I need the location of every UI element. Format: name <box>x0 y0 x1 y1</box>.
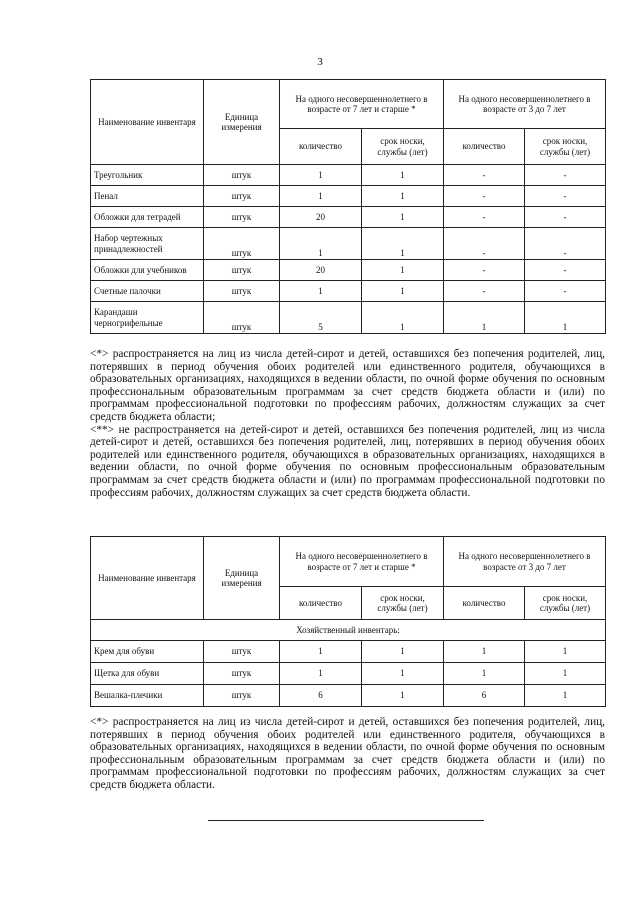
header-group-younger: На одного несовершеннолетнего в возрасте от 3 до 7 лет <box>444 80 606 129</box>
header-term-older: срок носки, службы (лет) <box>362 587 444 620</box>
header-term-younger: срок носки, службы (лет) <box>525 587 606 620</box>
cell-term-younger: 1 <box>525 641 606 663</box>
cell-qty-younger: 6 <box>444 685 525 707</box>
table-row <box>91 165 606 186</box>
cell-qty-older: 6 <box>280 685 362 707</box>
cell-term-older: 1 <box>362 302 444 334</box>
cell-qty-younger: - <box>444 281 525 302</box>
closing-rule <box>208 820 484 821</box>
cell-qty-younger: - <box>444 186 525 207</box>
cell-term-older: 1 <box>362 260 444 281</box>
cell-term-older: 1 <box>362 207 444 228</box>
cell-term-younger: - <box>525 228 606 260</box>
cell-qty-older: 5 <box>280 302 362 334</box>
footnote-double-asterisk: <**> не распространяется на детей-сирот и детей, оставшихся без попечения родителей, лиц из числа детей-сирот и детей, оставшихся без попечения родителей, лиц, потерявших в период обучения обоих родителей или единственного родителя, обучающихся в образовательных организациях, находящихся в ведении области, по очной форме обучения по основным профессиональным образовательным программам за счет средств бюджета области и (или) по программам профессиональной подготовки по профессиям рабочих, должностям служащих за счет средств бюджета области. <box>90 423 605 499</box>
cell-unit: штук <box>204 281 280 302</box>
cell-qty-younger: 1 <box>444 663 525 685</box>
footnotes-1 <box>90 348 605 499</box>
header-qty-older: количество <box>280 129 362 165</box>
cell-qty-younger: - <box>444 228 525 260</box>
cell-unit: штук <box>204 260 280 281</box>
cell-term-younger: 1 <box>525 302 606 334</box>
table-row <box>91 685 606 707</box>
table-row <box>91 281 606 302</box>
header-term-younger: срок носки, службы (лет) <box>525 129 606 165</box>
cell-qty-younger: 1 <box>444 641 525 663</box>
cell-name: Счетные палочки <box>91 281 204 302</box>
inventory-table-2 <box>90 536 606 707</box>
table-row <box>91 228 606 260</box>
cell-name: Вешалка-плечики <box>91 685 204 707</box>
cell-unit: штук <box>204 641 280 663</box>
cell-qty-older: 20 <box>280 207 362 228</box>
inventory-table-1 <box>90 79 606 334</box>
header-unit: Единица измерения <box>204 537 280 620</box>
cell-unit: штук <box>204 685 280 707</box>
cell-term-older: 1 <box>362 685 444 707</box>
cell-unit: штук <box>204 186 280 207</box>
cell-qty-older: 20 <box>280 260 362 281</box>
cell-qty-older: 1 <box>280 663 362 685</box>
footnotes-2 <box>90 716 605 792</box>
cell-term-older: 1 <box>362 228 444 260</box>
page-number: 3 <box>317 56 323 68</box>
header-qty-younger: количество <box>444 129 525 165</box>
cell-qty-younger: - <box>444 260 525 281</box>
footnote-single-asterisk: <*> распространяется на лиц из числа детей-сирот и детей, оставшихся без попечения родителей, лиц, потерявших в период обучения обоих родителей или единственного родителя, обучающихся в образовательных организациях, находящихся в ведении области, по очной форме обучения по основным профессиональным образовательным программам за счет средств бюджета области и (или) по программам профессиональной подготовки по профессиям рабочих, должностям служащих за счет средств бюджета области. <box>90 716 605 791</box>
table-row <box>91 663 606 685</box>
cell-term-younger: 1 <box>525 663 606 685</box>
header-name: Наименование инвентаря <box>91 537 204 620</box>
cell-term-younger: - <box>525 281 606 302</box>
cell-qty-younger: - <box>444 165 525 186</box>
cell-unit: штук <box>204 207 280 228</box>
header-group-older: На одного несовершеннолетнего в возрасте от 7 лет и старше * <box>280 537 444 587</box>
cell-qty-younger: 1 <box>444 302 525 334</box>
table-row <box>91 641 606 663</box>
header-term-older: срок носки, службы (лет) <box>362 129 444 165</box>
cell-term-older: 1 <box>362 663 444 685</box>
cell-term-younger: - <box>525 260 606 281</box>
cell-unit: штук <box>204 228 280 260</box>
cell-qty-older: 1 <box>280 641 362 663</box>
section-header: Хозяйственный инвентарь: <box>91 620 606 641</box>
cell-term-older: 1 <box>362 186 444 207</box>
cell-name: Обложки для учебников <box>91 260 204 281</box>
cell-name: Щетка для обуви <box>91 663 204 685</box>
table-row <box>91 186 606 207</box>
cell-qty-older: 1 <box>280 165 362 186</box>
cell-term-younger: - <box>525 207 606 228</box>
cell-unit: штук <box>204 302 280 334</box>
cell-name: Обложки для тетрадей <box>91 207 204 228</box>
table-row <box>91 260 606 281</box>
header-name: Наименование инвентаря <box>91 80 204 165</box>
cell-name: Крем для обуви <box>91 641 204 663</box>
cell-term-older: 1 <box>362 165 444 186</box>
cell-term-younger: - <box>525 165 606 186</box>
footnote-single-asterisk: <*> распространяется на лиц из числа детей-сирот и детей, оставшихся без попечения родителей, лиц, потерявших в период обучения обоих родителей или единственного родителя, обучающихся в образовательных организациях, находящихся в ведении области, по очной форме обучения по основным профессиональным образовательным программам за счет средств бюджета области и (или) по программам профессиональной подготовки по профессиям рабочих, должностям служащих за счет средств бюджета области; <box>90 348 605 423</box>
cell-name: Набор чертежных принадлежностей <box>91 228 204 260</box>
cell-unit: штук <box>204 663 280 685</box>
cell-term-older: 1 <box>362 281 444 302</box>
table-row <box>91 302 606 334</box>
cell-name: Карандаши черногрифельные <box>91 302 204 334</box>
header-unit: Единица измерения <box>204 80 280 165</box>
cell-qty-older: 1 <box>280 281 362 302</box>
header-qty-younger: количество <box>444 587 525 620</box>
cell-term-younger: 1 <box>525 685 606 707</box>
cell-term-younger: - <box>525 186 606 207</box>
cell-qty-older: 1 <box>280 228 362 260</box>
header-group-younger: На одного несовершеннолетнего в возрасте от 3 до 7 лет <box>444 537 606 587</box>
header-group-older: На одного несовершеннолетнего в возрасте от 7 лет и старше * <box>280 80 444 129</box>
header-qty-older: количество <box>280 587 362 620</box>
cell-name: Треугольник <box>91 165 204 186</box>
table-row <box>91 207 606 228</box>
cell-unit: штук <box>204 165 280 186</box>
cell-term-older: 1 <box>362 641 444 663</box>
cell-qty-older: 1 <box>280 186 362 207</box>
cell-qty-younger: - <box>444 207 525 228</box>
cell-name: Пенал <box>91 186 204 207</box>
